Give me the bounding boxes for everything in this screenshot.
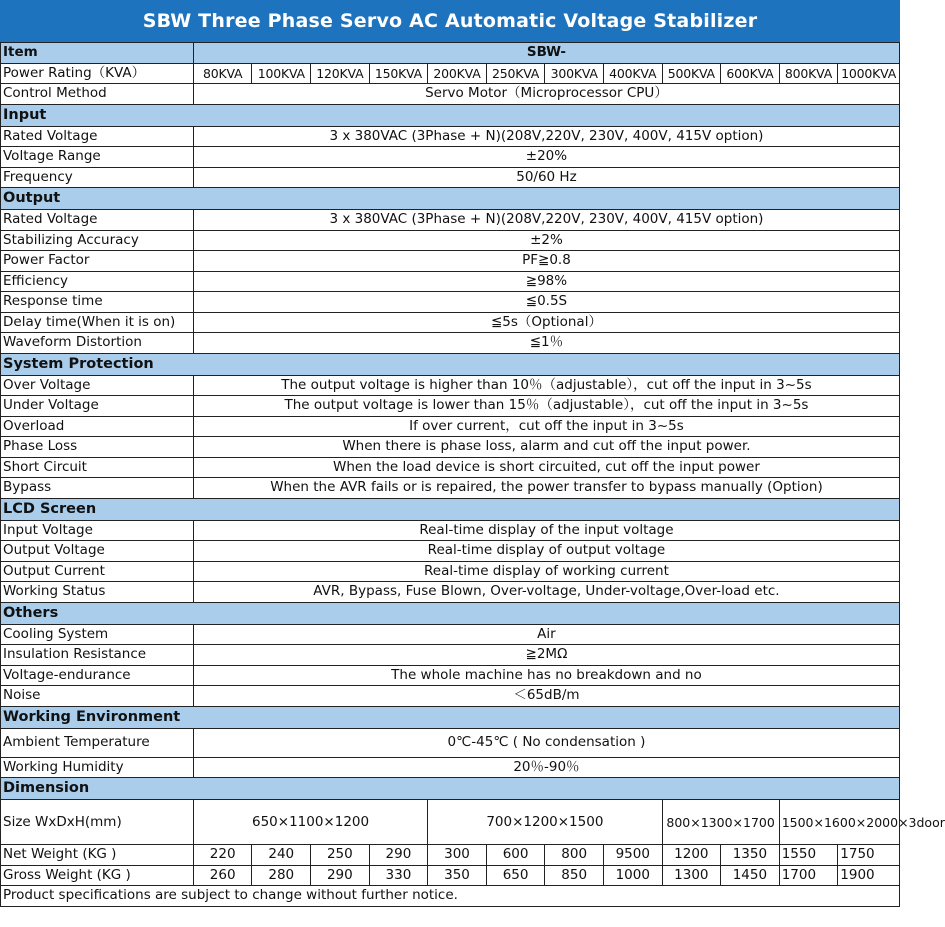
spec-row (1, 333, 900, 354)
spec-row (1, 230, 900, 251)
spec-row (1, 312, 900, 333)
spec-label: Overload (1, 416, 194, 437)
spec-label: Frequency (1, 167, 194, 188)
weight-cell: 280 (252, 865, 311, 886)
spec-row (1, 457, 900, 478)
rating-cell: 100KVA (252, 63, 311, 84)
spec-value: ≧98% (193, 271, 899, 292)
spec-label: Size WxDxH(mm) (1, 800, 194, 845)
spec-value: ≦1％ (193, 333, 899, 354)
spec-label: Gross Weight (KG ) (1, 865, 194, 886)
spec-value: ±20% (193, 147, 899, 168)
control-method-row (1, 84, 900, 105)
spec-value: When there is phase loss, alarm and cut off the input power. (193, 437, 899, 458)
section-title: Working Environment (1, 706, 900, 728)
spec-label: Rated Voltage (1, 126, 194, 147)
spec-value: Real-time display of output voltage (193, 541, 899, 562)
weight-cell: 300 (428, 845, 487, 866)
spec-row (1, 147, 900, 168)
spec-value: Air (193, 624, 899, 645)
spec-label: Phase Loss (1, 437, 194, 458)
spec-value: 3 x 380VAC (3Phase + N)(208V,220V, 230V, 400V, 415V option) (193, 210, 899, 231)
section-output (1, 188, 900, 210)
spec-label: Voltage Range (1, 147, 194, 168)
spec-label: Stabilizing Accuracy (1, 230, 194, 251)
spec-label: Under Voltage (1, 396, 194, 417)
weight-cell: 600 (486, 845, 545, 866)
rating-cell: 200KVA (428, 63, 487, 84)
spec-label: Ambient Temperature (1, 728, 194, 757)
spec-value: ≦0.5S (193, 292, 899, 313)
weight-cell: 850 (545, 865, 604, 886)
spec-value: Servo Motor（Microprocessor CPU） (193, 84, 899, 105)
spec-row (1, 520, 900, 541)
spec-label: Rated Voltage (1, 210, 194, 231)
spec-value: The whole machine has no breakdown and no (193, 665, 899, 686)
spec-label: Bypass (1, 478, 194, 499)
spec-row (1, 645, 900, 666)
rating-cell: 150KVA (369, 63, 428, 84)
footer-row (1, 886, 900, 907)
size-cell: 1500×1600×2000×3door (779, 800, 899, 845)
weight-cell: 220 (193, 845, 252, 866)
spec-label: Output Current (1, 561, 194, 582)
section-environment (1, 706, 900, 728)
model-header: SBW- (193, 43, 899, 64)
spec-value: When the load device is short circuited, cut off the input power (193, 457, 899, 478)
spec-row (1, 478, 900, 499)
spec-label: Net Weight (KG ) (1, 845, 194, 866)
weight-cell: 350 (428, 865, 487, 886)
spec-value: ≦5s（Optional） (193, 312, 899, 333)
spec-row (1, 251, 900, 272)
spec-value: PF≧0.8 (193, 251, 899, 272)
weight-cell: 1550 (779, 845, 838, 866)
spec-label: Working Status (1, 582, 194, 603)
spec-value: The output voltage is lower than 15％（adjustable），cut off the input in 3~5s (193, 396, 899, 417)
rating-cell: 1000KVA (838, 63, 900, 84)
spec-label: Noise (1, 686, 194, 707)
size-cell: 800×1300×1700 (662, 800, 779, 845)
spec-value: AVR, Bypass, Fuse Blown, Over-voltage, Under-voltage,Over-load etc. (193, 582, 899, 603)
spec-label: Waveform Distortion (1, 333, 194, 354)
section-title: Others (1, 602, 900, 624)
weight-cell: 1300 (662, 865, 721, 886)
spec-row (1, 728, 900, 757)
spec-label: Cooling System (1, 624, 194, 645)
section-lcd (1, 498, 900, 520)
rating-cell: 250KVA (486, 63, 545, 84)
section-input (1, 104, 900, 126)
weight-cell: 1450 (721, 865, 780, 886)
spec-row (1, 624, 900, 645)
section-title: Dimension (1, 778, 900, 800)
rating-cell: 800KVA (779, 63, 838, 84)
spec-label: Insulation Resistance (1, 645, 194, 666)
spec-value: 50/60 Hz (193, 167, 899, 188)
weight-cell: 9500 (603, 845, 662, 866)
section-title: System Protection (1, 353, 900, 375)
rating-cell: 120KVA (311, 63, 370, 84)
power-rating-row (1, 63, 900, 84)
spec-value: Real-time display of the input voltage (193, 520, 899, 541)
spec-label: Power Factor (1, 251, 194, 272)
weight-cell: 290 (369, 845, 428, 866)
spec-label: Efficiency (1, 271, 194, 292)
weight-cell: 290 (311, 865, 370, 886)
size-row (1, 800, 900, 845)
weight-cell: 1000 (603, 865, 662, 886)
spec-row (1, 665, 900, 686)
spec-value: When the AVR fails or is repaired, the power transfer to bypass manually (Option) (193, 478, 899, 499)
item-header: Item (1, 43, 194, 64)
spec-row (1, 416, 900, 437)
size-cell: 700×1200×1500 (428, 800, 662, 845)
spec-row (1, 210, 900, 231)
section-dimension (1, 778, 900, 800)
section-title: Input (1, 104, 900, 126)
rating-cell: 300KVA (545, 63, 604, 84)
spec-row (1, 582, 900, 603)
weight-cell: 1700 (779, 865, 838, 886)
spec-row (1, 167, 900, 188)
spec-label: Working Humidity (1, 757, 194, 778)
spec-row (1, 396, 900, 417)
spec-value: 20％-90％ (193, 757, 899, 778)
spec-table (0, 42, 945, 907)
spec-row (1, 561, 900, 582)
spec-row (1, 437, 900, 458)
weight-cell: 1350 (721, 845, 780, 866)
spec-row (1, 541, 900, 562)
power-rating-label: Power Rating（KVA） (1, 63, 194, 84)
spec-row (1, 126, 900, 147)
spec-value: 0℃-45℃ ( No condensation ) (193, 728, 899, 757)
weight-cell: 330 (369, 865, 428, 886)
weight-cell: 1200 (662, 845, 721, 866)
footer-note: Product specifications are subject to change without further notice. (1, 886, 900, 907)
spec-row (1, 375, 900, 396)
spec-label: Delay time(When it is on) (1, 312, 194, 333)
section-others (1, 602, 900, 624)
spec-label: Response time (1, 292, 194, 313)
rating-cell: 400KVA (603, 63, 662, 84)
spec-row (1, 271, 900, 292)
spec-label: Input Voltage (1, 520, 194, 541)
spec-value: ＜65dB/m (193, 686, 899, 707)
weight-cell: 240 (252, 845, 311, 866)
spec-value: The output voltage is higher than 10％（adjustable），cut off the input in 3~5s (193, 375, 899, 396)
spec-value: ±2% (193, 230, 899, 251)
net-weight-row (1, 845, 900, 866)
spec-label: Control Method (1, 84, 194, 105)
spec-row (1, 292, 900, 313)
spec-label: Output Voltage (1, 541, 194, 562)
spec-row (1, 686, 900, 707)
spec-label: Short Circuit (1, 457, 194, 478)
document-title: SBW Three Phase Servo AC Automatic Voltage Stabilizer (0, 0, 900, 42)
size-cell: 650×1100×1200 (193, 800, 427, 845)
spec-value: If over current，cut off the input in 3~5s (193, 416, 899, 437)
spec-row (1, 757, 900, 778)
rating-cell: 600KVA (721, 63, 780, 84)
weight-cell: 250 (311, 845, 370, 866)
spec-label: Voltage-endurance (1, 665, 194, 686)
section-title: Output (1, 188, 900, 210)
rating-cell: 80KVA (193, 63, 252, 84)
spec-value: Real-time display of working current (193, 561, 899, 582)
weight-cell: 650 (486, 865, 545, 886)
spec-value: ≧2MΩ (193, 645, 899, 666)
spec-label: Over Voltage (1, 375, 194, 396)
weight-cell: 260 (193, 865, 252, 886)
section-title: LCD Screen (1, 498, 900, 520)
section-protection (1, 353, 900, 375)
rating-cell: 500KVA (662, 63, 721, 84)
gross-weight-row (1, 865, 900, 886)
weight-cell: 1900 (838, 865, 900, 886)
spec-value: 3 x 380VAC (3Phase + N)(208V,220V, 230V, 400V, 415V option) (193, 126, 899, 147)
header-row (1, 43, 900, 64)
weight-cell: 1750 (838, 845, 900, 866)
weight-cell: 800 (545, 845, 604, 866)
